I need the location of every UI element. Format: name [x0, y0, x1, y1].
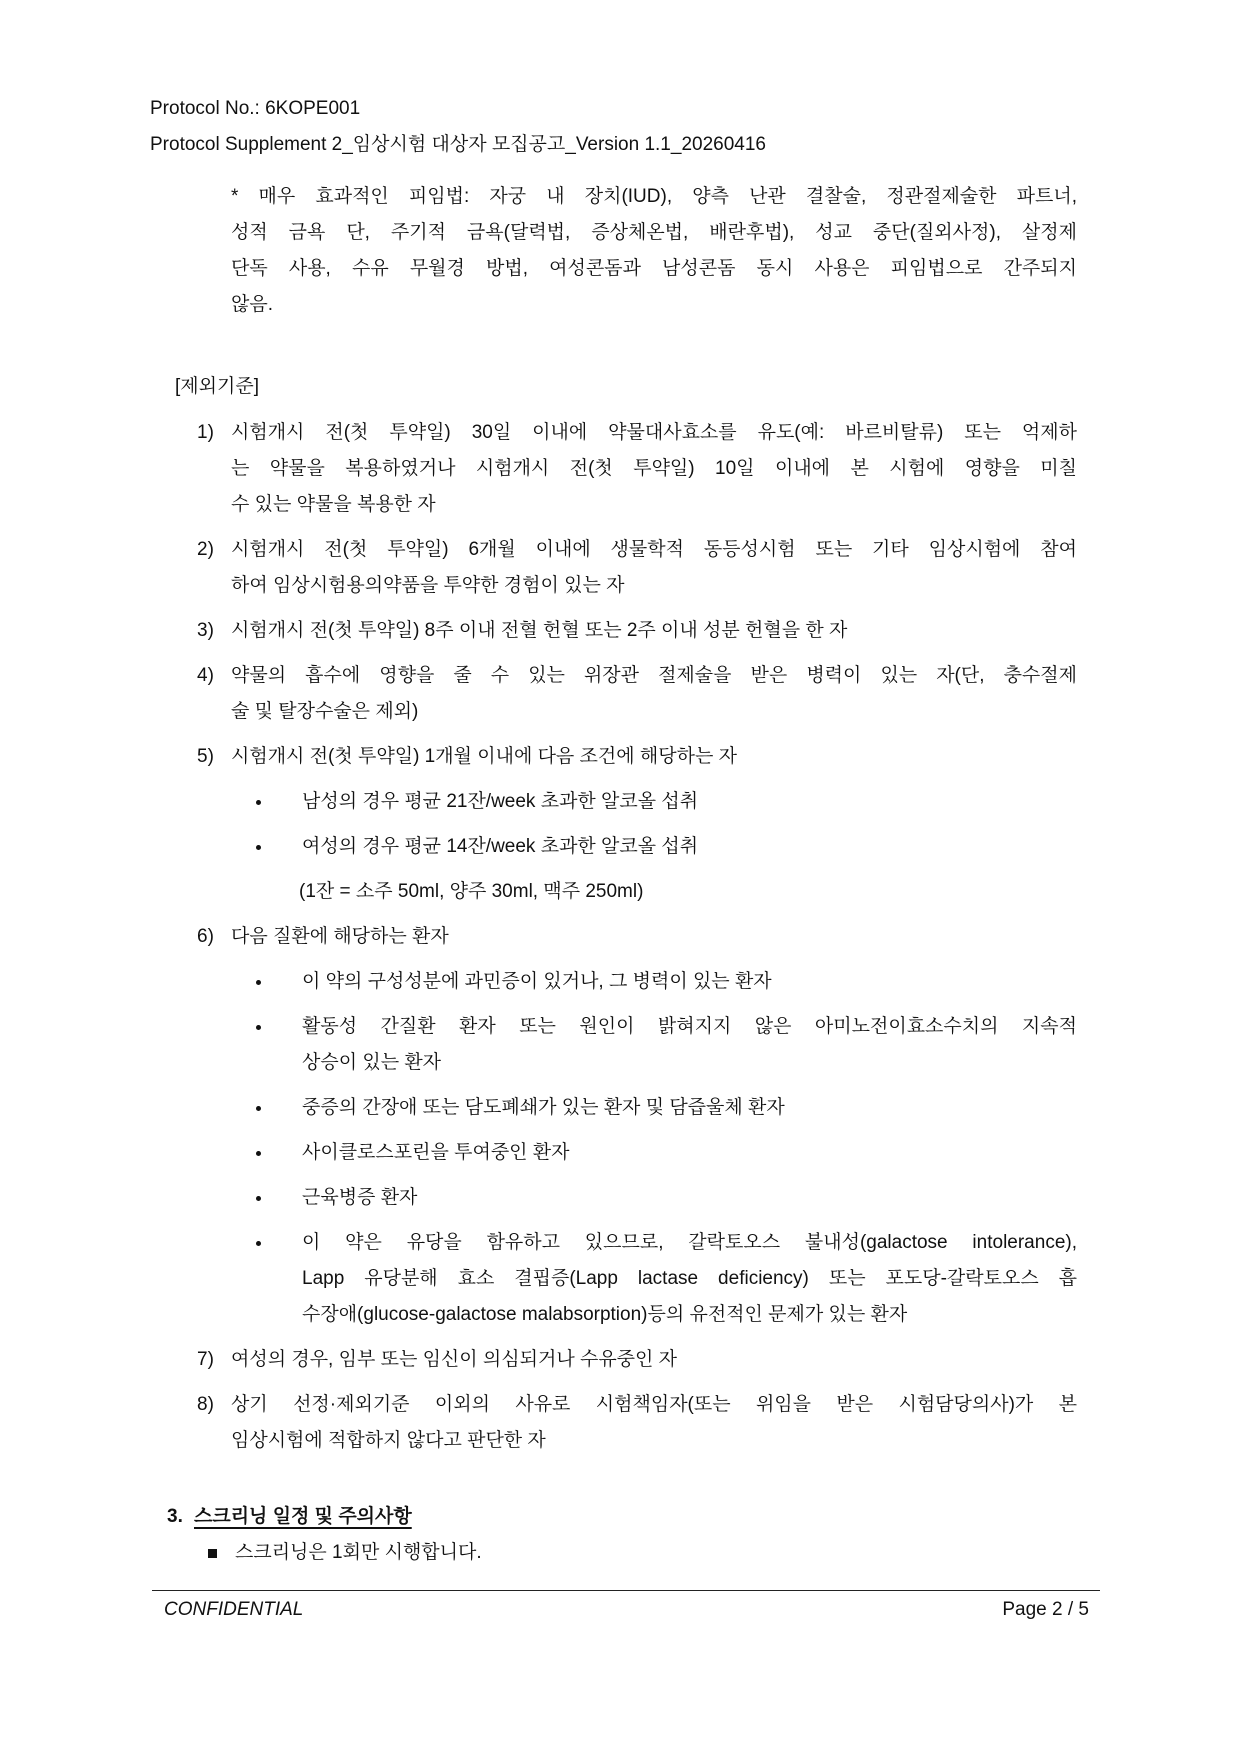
- exclusion-item: [0, 739, 1241, 775]
- bullet-text-line: 이 약은 유당을 함유하고 있으므로, 갈락토오스 불내성(galactose intolerance),: [302, 1232, 1077, 1253]
- bullet-text: [302, 1090, 1077, 1126]
- item-text-line: 시험개시 전(첫 투약일) 8주 이내 전혈 헌혈 또는 2주 이내 성분 헌혈을 한 자: [231, 620, 848, 641]
- protocol-supplement-title: Protocol Supplement 2_임상시험 대상자 모집공고_Version 1.1_20260416: [150, 134, 766, 155]
- bullet-text-line: 상승이 있는 환자: [302, 1052, 442, 1073]
- bullet-text-line: 이 약의 구성성분에 과민증이 있거나, 그 병력이 있는 환자: [302, 971, 772, 992]
- item-number: 6): [197, 926, 214, 947]
- protocol-number: Protocol No.: 6KOPE001: [150, 98, 361, 119]
- sub-bullet-item: [0, 829, 1241, 865]
- exclusion-item: [0, 1387, 1241, 1459]
- item-number: 7): [197, 1349, 214, 1370]
- contraception-note: [231, 179, 1077, 323]
- item-number: 2): [197, 539, 214, 560]
- item-text: [231, 613, 1077, 649]
- sub-bullet-item: [0, 784, 1241, 820]
- sub-bullet-item: [0, 1090, 1241, 1126]
- bullet-text-line: 사이클로스포린을 투여중인 환자: [302, 1142, 570, 1163]
- bullet-icon: [256, 1106, 261, 1111]
- item-text-line: 시험개시 전(첫 투약일) 6개월 이내에 생물학적 동등성시험 또는 기타 임상시험에 참여: [231, 539, 1077, 560]
- bullet-text: [302, 1225, 1077, 1333]
- bullet-text: [302, 829, 1077, 865]
- section-title: 스크리닝 일정 및 주의사항: [194, 1506, 412, 1527]
- sub-bullet-item: [0, 1135, 1241, 1171]
- bullet-text-line: 활동성 간질환 환자 또는 원인이 밝혀지지 않은 아미노전이효소수치의 지속적: [302, 1016, 1077, 1037]
- item-text-line: 상기 선정·제외기준 이외의 사유로 시험책임자(또는 위임을 받은 시험담당의사)가 본: [231, 1394, 1077, 1415]
- item-number: 1): [197, 422, 214, 443]
- item-number: 4): [197, 665, 214, 686]
- section-number: 3.: [167, 1506, 183, 1527]
- item-text-line: 시험개시 전(첫 투약일) 30일 이내에 약물대사효소를 유도(예: 바르비탈류) 또는 억제하: [231, 422, 1077, 443]
- section-3-bullet-text: 스크리닝은 1회만 시행합니다.: [235, 1542, 482, 1563]
- sub-bullet-item: [0, 1180, 1241, 1216]
- bullet-text-line: 남성의 경우 평균 21잔/week 초과한 알코올 섭취: [302, 791, 699, 812]
- bullet-icon: [256, 1241, 261, 1246]
- page-content: [0, 91, 1241, 1571]
- exclusion-criteria-heading: [제외기준]: [175, 376, 259, 397]
- bullet-icon: [256, 800, 261, 805]
- item-number: 8): [197, 1394, 214, 1415]
- square-bullet-icon: [208, 1549, 217, 1558]
- bullet-text: [302, 784, 1077, 820]
- item-text: [231, 739, 1077, 775]
- item-text: [231, 415, 1077, 523]
- bullet-text-line: 여성의 경우 평균 14잔/week 초과한 알코올 섭취: [302, 836, 699, 857]
- exclusion-item: [0, 1342, 1241, 1378]
- bullet-text: [302, 1180, 1077, 1216]
- bullet-text-line: Lapp 유당분해 효소 결핍증(Lapp lactase deficiency) 또는 포도당-갈락토오스 흡: [302, 1268, 1077, 1289]
- exclusion-item: [0, 613, 1241, 649]
- item-text: [231, 919, 1077, 955]
- section-3-bullet: [0, 1535, 1241, 1571]
- item-text-line: 여성의 경우, 임부 또는 임신이 의심되거나 수유중인 자: [231, 1349, 678, 1370]
- bullet-text: [302, 964, 1077, 1000]
- bullet-icon: [256, 845, 261, 850]
- exclusion-item: [0, 919, 1241, 955]
- note-line: 성적 금욕 단, 주기적 금욕(달력법, 증상체온법, 배란후법), 성교 중단(질외사정), 살정제: [231, 222, 1077, 243]
- sub-bullet-item: [0, 964, 1241, 1000]
- bullet-text-line: 중증의 간장애 또는 담도폐쇄가 있는 환자 및 담즙울체 환자: [302, 1097, 785, 1118]
- section-3-heading: [0, 1499, 1241, 1535]
- item-text-line: 시험개시 전(첫 투약일) 1개월 이내에 다음 조건에 해당하는 자: [231, 746, 737, 767]
- item-text: [231, 658, 1077, 730]
- sub-bullet-item: [0, 1225, 1241, 1333]
- bullet-icon: [256, 1196, 261, 1201]
- confidential-label: CONFIDENTIAL: [164, 1599, 304, 1620]
- bullet-text-line: 근육병증 환자: [302, 1187, 418, 1208]
- alcohol-unit-note: (1잔 = 소주 50ml, 양주 30ml, 맥주 250ml): [299, 881, 644, 902]
- item-text-line: 술 및 탈장수술은 제외): [231, 701, 419, 722]
- note-line: * 매우 효과적인 피임법: 자궁 내 장치(IUD), 양측 난관 결찰술, 정관절제술한 파트너,: [231, 186, 1077, 207]
- bullet-text: [302, 1135, 1077, 1171]
- item-text: [231, 1387, 1077, 1459]
- item-text-line: 는 약물을 복용하였거나 시험개시 전(첫 투약일) 10일 이내에 본 시험에 영향을 미칠: [231, 458, 1077, 479]
- page-number: Page 2 / 5: [1002, 1599, 1089, 1620]
- item-number: 3): [197, 620, 214, 641]
- item-text-line: 하여 임상시험용의약품을 투약한 경험이 있는 자: [231, 575, 625, 596]
- exclusion-item: [0, 532, 1241, 604]
- bullet-text: [302, 1009, 1077, 1081]
- bullet-icon: [256, 1151, 261, 1156]
- item-text-line: 다음 질환에 해당하는 환자: [231, 926, 449, 947]
- item-text-line: 약물의 흡수에 영향을 줄 수 있는 위장관 절제술을 받은 병력이 있는 자(단, 충수절제: [231, 665, 1077, 686]
- bullet-text-line: 수장애(glucose-galactose malabsorption)등의 유전적인 문제가 있는 환자: [302, 1304, 908, 1325]
- bullet-icon: [256, 980, 261, 985]
- item-text-line: 임상시험에 적합하지 않다고 판단한 자: [231, 1430, 546, 1451]
- item-text: [231, 1342, 1077, 1378]
- item-text-line: 수 있는 약물을 복용한 자: [231, 494, 436, 515]
- exclusion-item: [0, 658, 1241, 730]
- note-line: 단독 사용, 수유 무월경 방법, 여성콘돔과 남성콘돔 동시 사용은 피임법으로 간주되지: [231, 258, 1077, 279]
- sub-bullet-item: [0, 1009, 1241, 1081]
- note-line: 않음.: [231, 294, 273, 315]
- item-number: 5): [197, 746, 214, 767]
- footer-divider: [152, 1590, 1100, 1591]
- bullet-icon: [256, 1025, 261, 1030]
- item-text: [231, 532, 1077, 604]
- exclusion-item: [0, 415, 1241, 523]
